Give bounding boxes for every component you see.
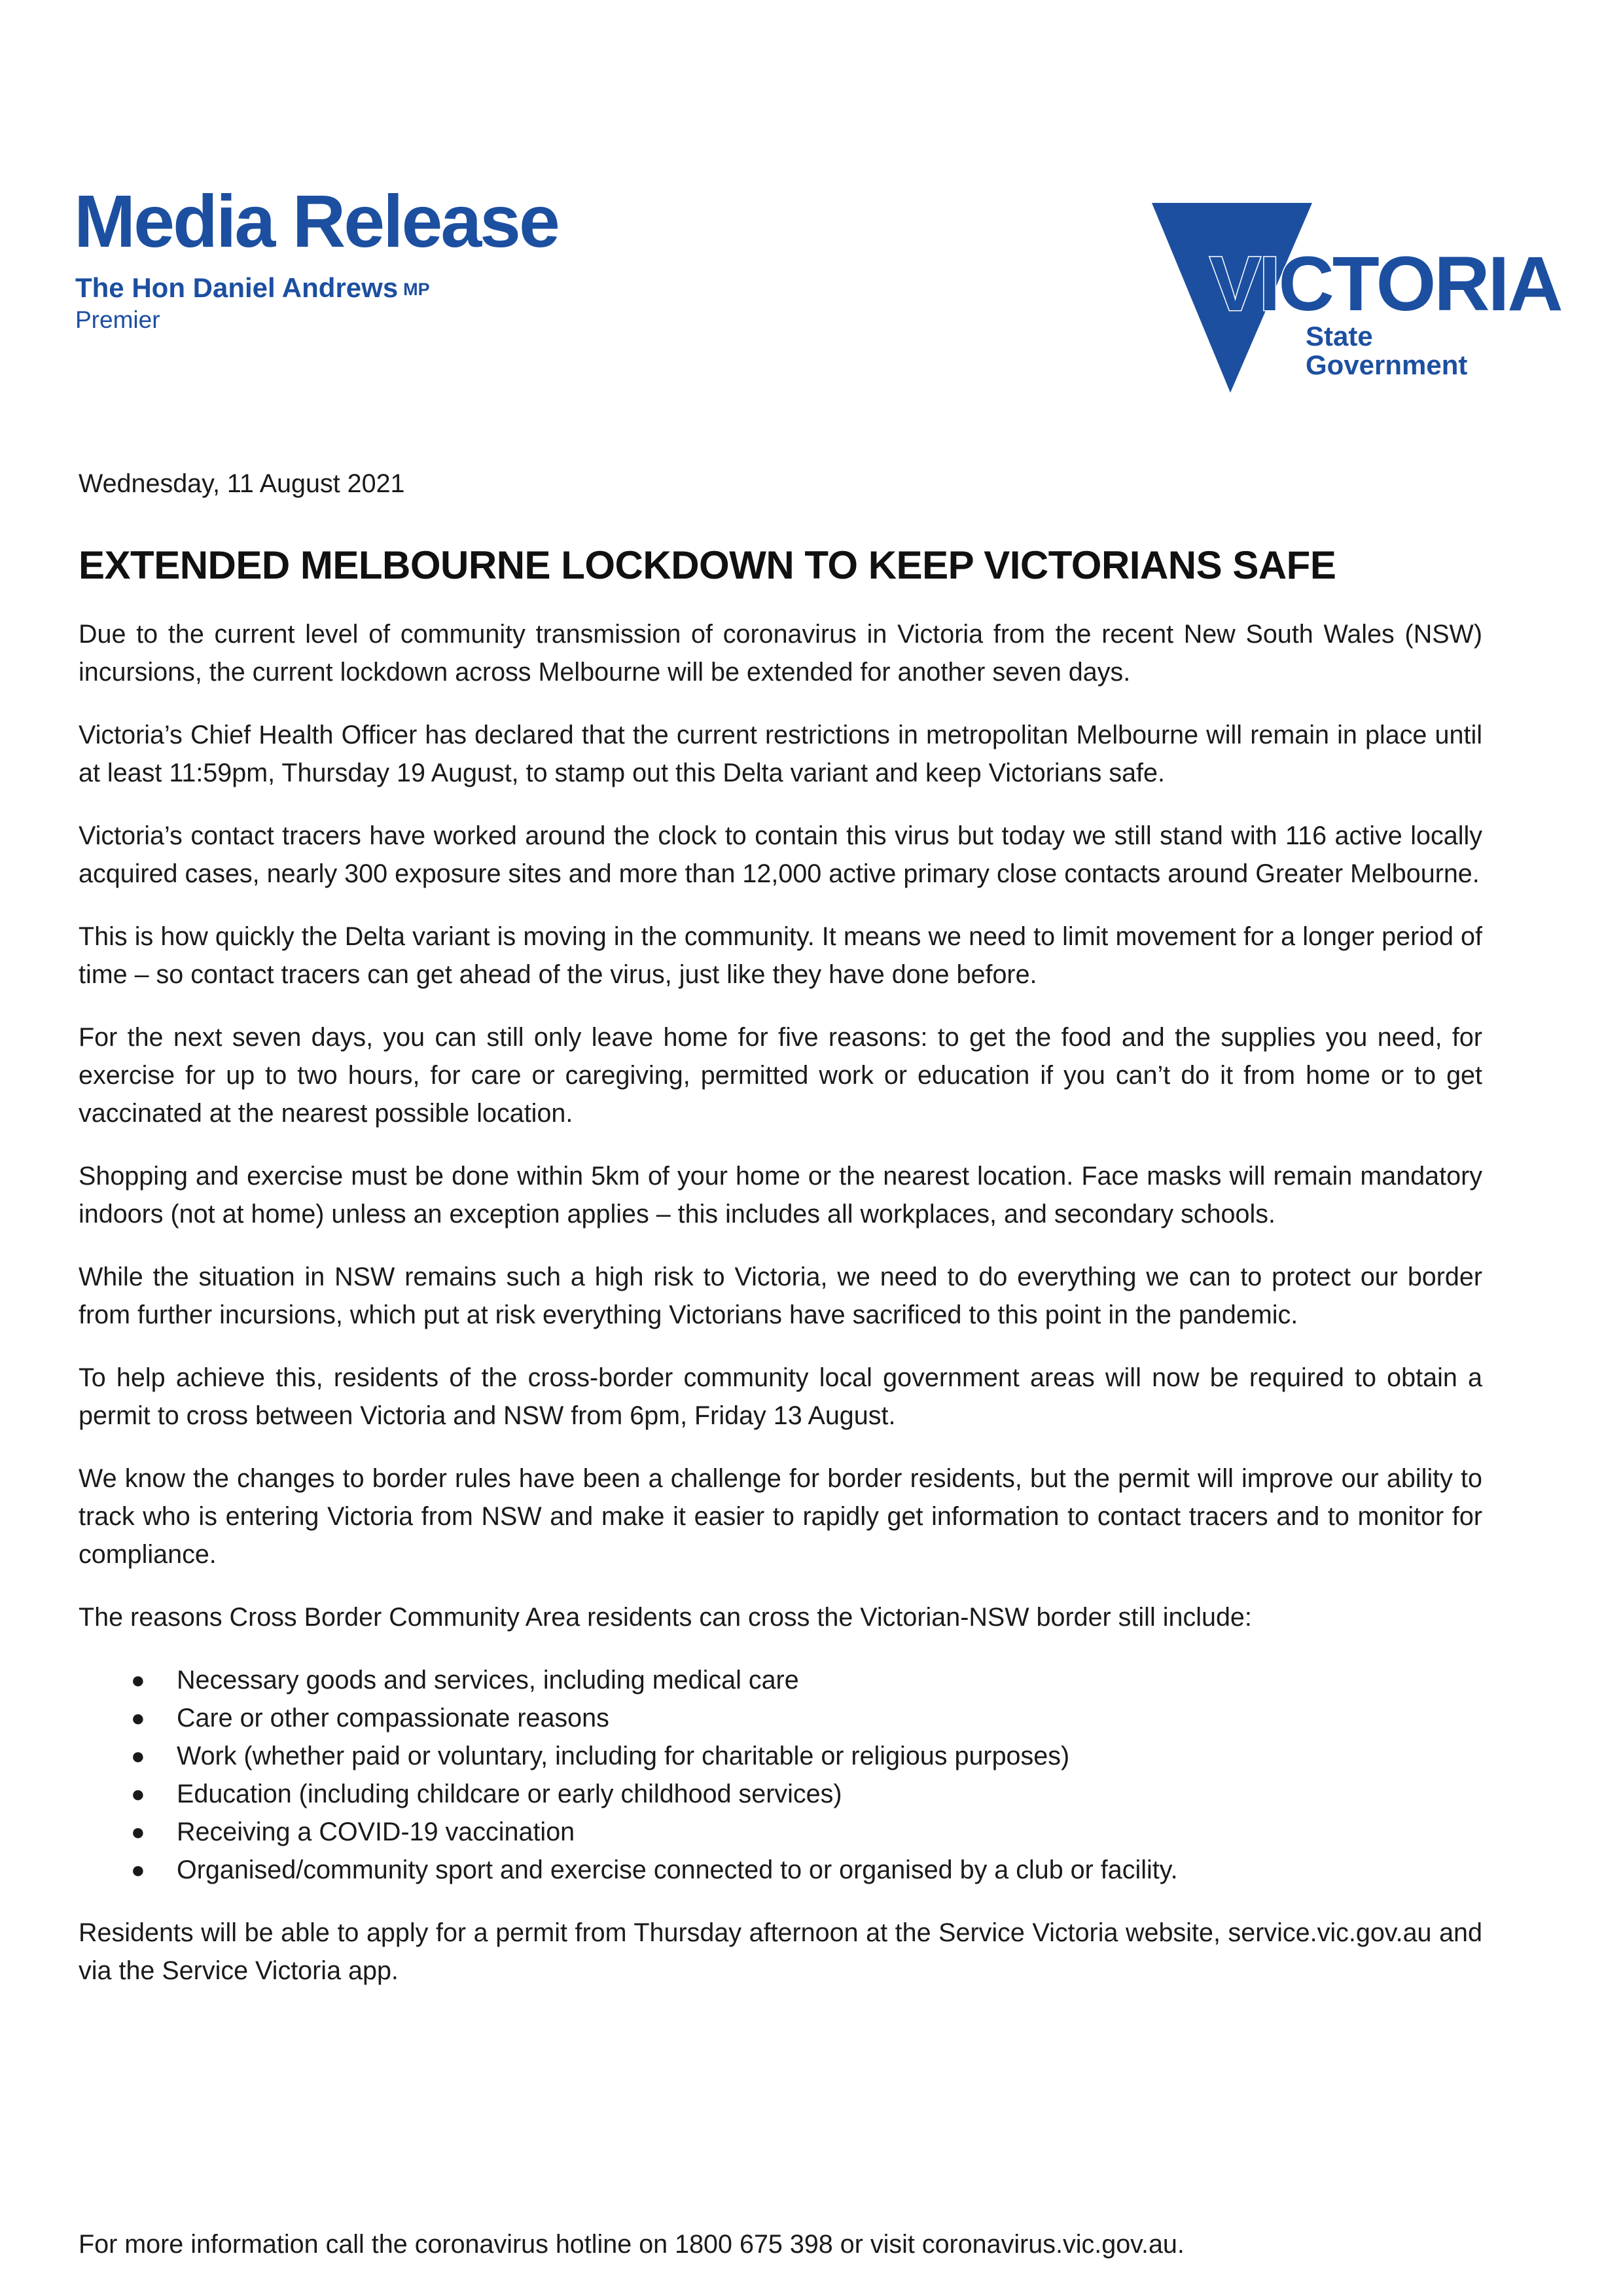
logo-line-government: Government	[1306, 350, 1468, 380]
minister-name	[75, 274, 430, 302]
bullet-icon: ●	[131, 1780, 145, 1807]
list-item-text: Necessary goods and services, including medical care	[177, 1666, 799, 1695]
release-headline: EXTENDED MELBOURNE LOCKDOWN TO KEEP VICTORIANS SAFE	[79, 543, 1336, 587]
list-item	[79, 1661, 1482, 1699]
victoria-state-government-logo	[1152, 203, 1561, 399]
list-item-text: Receiving a COVID-19 vaccination	[177, 1818, 575, 1846]
list-item	[79, 1851, 1482, 1889]
list-item	[79, 1699, 1482, 1737]
minister-suffix: MP	[403, 279, 430, 299]
logo-line-state: State	[1306, 321, 1373, 351]
list-item	[79, 1775, 1482, 1813]
closing-paragraph: Residents will be able to apply for a permit from Thursday afternoon at the Service Victoria website, service.vic.gov.au and via the Service Victoria app.	[79, 1918, 1482, 1985]
paragraph: Shopping and exercise must be done within 5km of your home or the nearest location. Face masks will remain mandatory indoors (not at home) unless an exception applies – this includes all workplaces, and secondary schools.	[79, 1162, 1482, 1229]
footer-contact: For more information call the coronavirus hotline on 1800 675 398 or visit coronavirus.vic.gov.au.	[79, 2230, 1185, 2259]
list-item-text: Work (whether paid or voluntary, including for charitable or religious purposes)	[177, 1742, 1070, 1770]
bullet-icon: ●	[131, 1742, 145, 1769]
media-release-title: Media Release	[74, 180, 558, 262]
bullet-icon: ●	[131, 1856, 145, 1883]
list-item	[79, 1737, 1482, 1775]
paragraph: Due to the current level of community transmission of coronavirus in Victoria from the recent New South Wales (NSW) incursions, the current lockdown across Melbourne will be extended for another seven days.	[79, 620, 1482, 687]
minister-role: Premier	[75, 306, 160, 333]
list-item	[79, 1813, 1482, 1851]
paragraph: This is how quickly the Delta variant is moving in the community. It means we need to limit movement for a longer period of time – so contact tracers can get ahead of the virus, just like they have done before.	[79, 922, 1482, 989]
list-item-text: Care or other compassionate reasons	[177, 1704, 609, 1732]
paragraph: To help achieve this, residents of the cross-border community local government areas will now be required to obtain a permit to cross between Victoria and NSW from 6pm, Friday 13 August.	[79, 1363, 1482, 1430]
minister-name-text: The Hon Daniel Andrews	[75, 272, 399, 303]
list-item-text: Education (including childcare or early childhood services)	[177, 1780, 842, 1808]
paragraph: We know the changes to border rules have been a challenge for border residents, but the permit will improve our ability to track who is entering Victoria from NSW and make it easier to rapidly get information to contact tracers and to monitor for compliance.	[79, 1464, 1482, 1569]
reasons-list	[79, 1661, 1482, 1889]
bullet-icon: ●	[131, 1818, 145, 1845]
paragraph: While the situation in NSW remains such a high risk to Victoria, we need to do everything we can to protect our border from further incursions, which put at risk everything Victorians have sacrificed to this point in the pandemic.	[79, 1263, 1482, 1329]
list-item-text: Organised/community sport and exercise connected to or organised by a club or facility.	[177, 1856, 1178, 1884]
paragraph: Victoria’s Chief Health Officer has declared that the current restrictions in metropolitan Melbourne will remain in place until at least 11:59pm, Thursday 19 August, to stamp out this Delta variant and keep Victorians safe.	[79, 721, 1482, 787]
bullet-icon: ●	[131, 1704, 145, 1731]
release-date: Wednesday, 11 August 2021	[79, 469, 405, 498]
bullet-icon: ●	[131, 1666, 145, 1693]
paragraph: For the next seven days, you can still only leave home for five reasons: to get the food and the supplies you need, for exercise for up to two hours, for care or caregiving, permitted work or education if you can’t do it from home or to get vaccinated at the nearest possible location.	[79, 1023, 1482, 1128]
paragraph: Victoria’s contact tracers have worked around the clock to contain this virus but today we still stand with 116 active locally acquired cases, nearly 300 exposure sites and more than 12,000 active primary close contacts around Greater Melbourne.	[79, 821, 1482, 888]
release-body	[79, 465, 1482, 2015]
logo-wordmark: VICTORIA	[1209, 241, 1561, 327]
paragraph: The reasons Cross Border Community Area residents can cross the Victorian-NSW border still include:	[79, 1603, 1252, 1632]
